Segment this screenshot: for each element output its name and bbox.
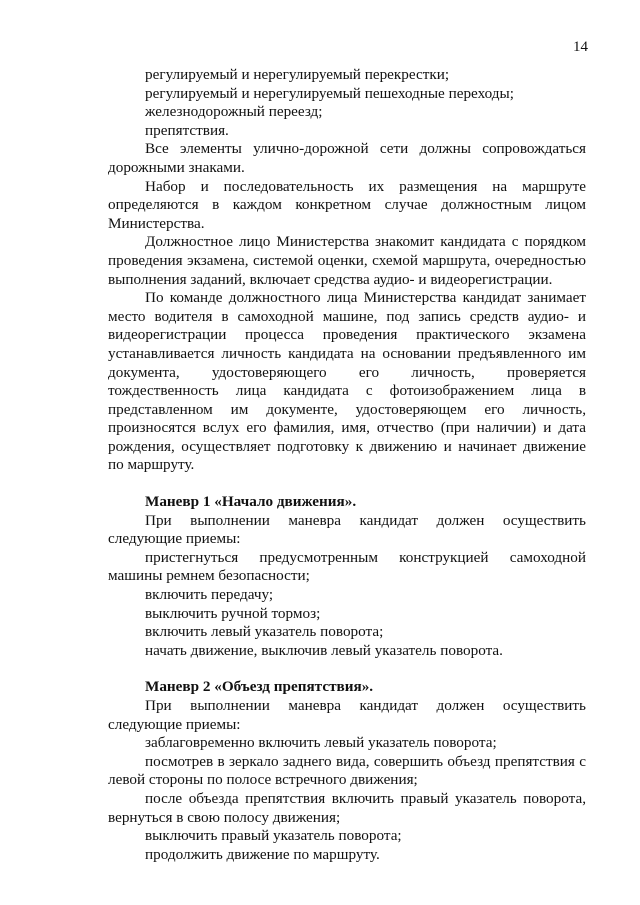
list-item: продолжить движение по маршруту. — [145, 845, 380, 863]
list-item: после объезда препятствия включить правый указатель поворота, вернуться в свою полосу движения; — [108, 789, 586, 826]
list-item: выключить ручной тормоз; — [145, 604, 321, 622]
paragraph: При выполнении маневра кандидат должен осуществить следующие приемы: — [108, 697, 586, 733]
section-heading-maneuver-2: Маневр 2 «Объезд препятствия». — [145, 678, 374, 696]
list-item: пристегнуться предусмотренным конструкцией самоходной машины ремнем безопасности; — [108, 548, 586, 585]
paragraph: При выполнении маневра кандидат должен осуществить следующие приемы: — [108, 511, 586, 548]
list-item: заблаговременно включить левый указатель поворота; — [145, 734, 497, 752]
paragraph: Должностное лицо Министерства знакомит кандидата с порядком проведения экзамена, системой оценки, схемой маршрута, очередностью выполнения заданий, включает средства аудио- и видеорегистрации. — [108, 233, 586, 288]
page-number: 14 — [573, 39, 588, 55]
paragraph: По команде должностного лица Министерства кандидат занимает место водителя в самоходной машине, под запись средств аудио- и видеорегистрации процесса проведения практического экзамена устанавливается личность кандидата на основании предъявленного им документа, удостоверяющего его личность, проверяется тождественность лица кандидата с фотоизображением лица в представленном им документе, удостоверяющем его личность, произносятся вслух его фамилия, имя, отчество (при наличии) и дата рождения, осуществляет подготовку к движению и начинает движение по маршруту. — [108, 289, 586, 474]
list-item: посмотрев в зеркало заднего вида, совершить объезд препятствия с левой стороны по полосе встречного движения; — [108, 752, 586, 789]
document-body — [108, 66, 586, 864]
list-item: железнодорожный переезд; — [145, 103, 323, 121]
paragraph: Набор и последовательность их размещения на маршруте определяются в каждом конкретном случае должностным лицом Министерства. — [108, 177, 586, 232]
list-item: препятствия. — [145, 121, 229, 139]
list-item: выключить правый указатель поворота; — [145, 827, 402, 845]
list-item: регулируемый и нерегулируемый перекрестки; — [145, 66, 450, 83]
list-item: включить передачу; — [145, 586, 274, 604]
list-item: регулируемый и нерегулируемый пешеходные переходы; — [145, 84, 514, 102]
list-item: начать движение, выключив левый указатель поворота. — [145, 641, 503, 659]
section-heading-maneuver-1: Маневр 1 «Начало движения». — [145, 493, 357, 511]
list-item: включить левый указатель поворота; — [145, 623, 384, 641]
paragraph: Все элементы улично-дорожной сети должны сопровождаться дорожными знаками. — [108, 140, 586, 176]
